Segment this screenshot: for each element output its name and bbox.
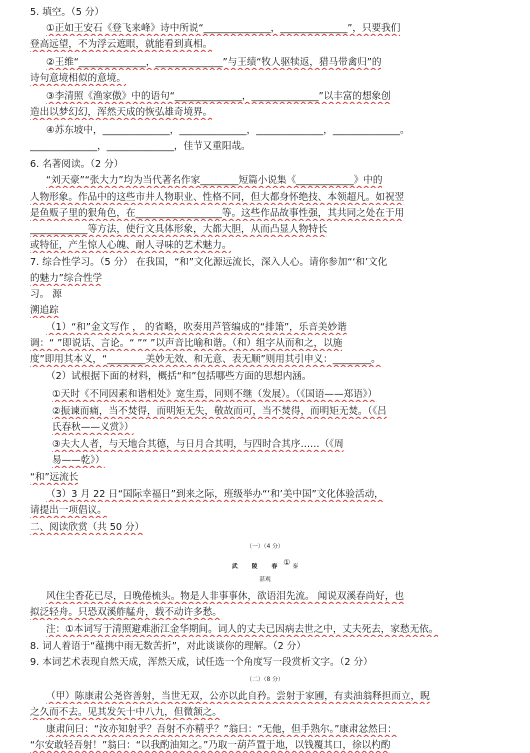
q6-line-4: ____________等方法，使行文具体形象，大都大胆，从而凸显人物特长: [30, 224, 328, 235]
q6-line-2: 人物形象。作品中的这些市井人物职业、性格不同，但大都身怀绝技、本领超凡。如祝翌: [30, 192, 405, 203]
question-9: 9. 本词艺术表现自然天成，浑然天成，试任选一个角度写一段赏析文字。（2 分）: [30, 657, 373, 668]
prose-line-2: 之久而不去。见其发矢十中八九，但微颔之。: [30, 707, 222, 718]
prose-line-3: 康肃问曰：“汝亦知射乎？吾射不亦精乎？”翁曰：“无他，但手熟尔。”康肃忿然曰：: [46, 724, 397, 735]
q6-line-1: “刘天豪”“张大力”均为当代著名作家________短篇小说集《____________》中的: [46, 175, 383, 186]
q5-line-7: ④苏东坡中，______________，______________，______________，______________。: [46, 125, 410, 136]
q7-line-2: 习。 源: [30, 289, 62, 300]
q7-line-3: 溯追踪: [30, 305, 59, 316]
poem-line-1: 风住尘香花已尽，日晚倦梳头。物是人非事事休，欲语泪先流。 闻说双溪春尚好，也: [46, 591, 405, 602]
q5-line-1: ①正如王安石《登飞来峰》诗中所说“______________，______________”，只要我们: [46, 23, 401, 34]
part-1-heading: （一）（4 分）: [246, 544, 284, 550]
q5-line-6: 造出以梦幻幻，浑然天成的恢弘雄奇境界。: [30, 107, 213, 118]
q7-line-9: ②振谏而痛，当不焚得，而明矩无失，敬故而可，当不焚得，而明矩无焚。（《吕: [52, 406, 387, 417]
q5-line-2: 登高远望，不为浮云遮眼，就能看到真相。: [30, 39, 213, 50]
q7-heading: 7. 综合性学习。（5 分） 在我国，“和”文化源远流长，深入人心。请你参加“‘和’文化: [30, 257, 388, 268]
poem-author: 秦: [292, 563, 299, 570]
q7-line-7: （2）试根据下面的材料，概括“和”包括哪些方面的思想内涵。: [46, 371, 312, 382]
q7-line-13: “和”远流长: [30, 472, 79, 483]
poem-line-2: 拟泛轻舟。只恐双溪舴艋舟，载不动许多愁。: [30, 607, 222, 618]
poem-author-2: 湛观: [259, 577, 271, 583]
poem-title: 武 陵 春: [231, 563, 284, 570]
q7-line-1: 的魅力”综合性学: [30, 273, 103, 284]
q6-heading: 6. 名著阅读。（2 分）: [30, 159, 124, 170]
q5-line-3: ②王维“______________，______________”与王绩“牧人驱犊返，猎马带禽归”的: [46, 57, 382, 68]
q7-line-15: 请提出一项倡议。: [30, 505, 107, 516]
q7-line-12: 易——乾》）: [52, 455, 105, 466]
q7-line-5: 调：“ ”即说话、言论。“ ”“ ”以声音比喻和谐。（和）组字从而和之，以施: [30, 338, 343, 349]
q7-line-14: （3）3 月 22 日“国际幸福日”到来之际，班级举办“‘和’美中国”文化体验活动，: [46, 489, 384, 500]
q7-line-8: ①天时《不同因素和谐相处》宽生焉，同则不继（发展）。（《国语——郑语》）: [52, 389, 378, 400]
q6-line-5: 或特征，产生惊人心魄、耐人寻味的艺术魅力。: [30, 240, 232, 251]
section-2-heading: 二、阅读欣赏（共 50 分）: [30, 522, 145, 533]
q5-heading: 5. 填空。（5 分）: [30, 7, 105, 18]
poem-title-line: [0, 556, 530, 570]
q7-line-6: 度”即用其本义，“________美妙无效、和无意、表无顺”则用其引申义：________。: [30, 354, 381, 365]
q5-line-8: ______________，______________，佳节又重阳哉。: [30, 141, 251, 152]
poem-note: 注：①本词写于清照避难浙江金华期间。词人的丈夫已因病去世之中，丈夫死去，家愁无依。: [46, 624, 439, 635]
part-2-heading: （二）（8 分）: [246, 677, 284, 683]
q6-line-3: 是鱼贩子里的狠角色，在__________________等。这些作品故事性强，其共同之处在于用: [30, 208, 405, 219]
q7-line-4: （1）“和”金文写作 ， 的省略，吹奏用芦管编成的“排箫”，乐音美妙谐: [46, 322, 347, 333]
prose-line-4: “尔安敢轻吾射！”翁曰：“以我酌油知之。”乃取一葫芦置于地，以钱覆其口，徐以杓酌: [30, 740, 391, 751]
q7-line-11: ③夫大人者，与天地合其德，与日月合其明，与四时合其序……（《周: [52, 439, 344, 450]
prose-line-1: （甲）陈康肃公尧咨善射，当世无双，公亦以此自矜。尝射于家圃，有卖油翁释担而立，睨: [46, 691, 430, 702]
q5-line-5: ③李清照《渔家傲》中的语句“______________，______________”以丰富的想象创: [46, 91, 391, 102]
poem-footnote-mark: ①: [283, 558, 291, 567]
q5-line-4: 诗句意境相似的意境。: [30, 73, 126, 84]
question-8: 8. 词人着语于“蕴携中雨无数苦折”，对此谈谈你的理解。（2 分）: [30, 641, 306, 652]
q7-line-10: 氏春秋——义赏》）: [52, 422, 134, 433]
